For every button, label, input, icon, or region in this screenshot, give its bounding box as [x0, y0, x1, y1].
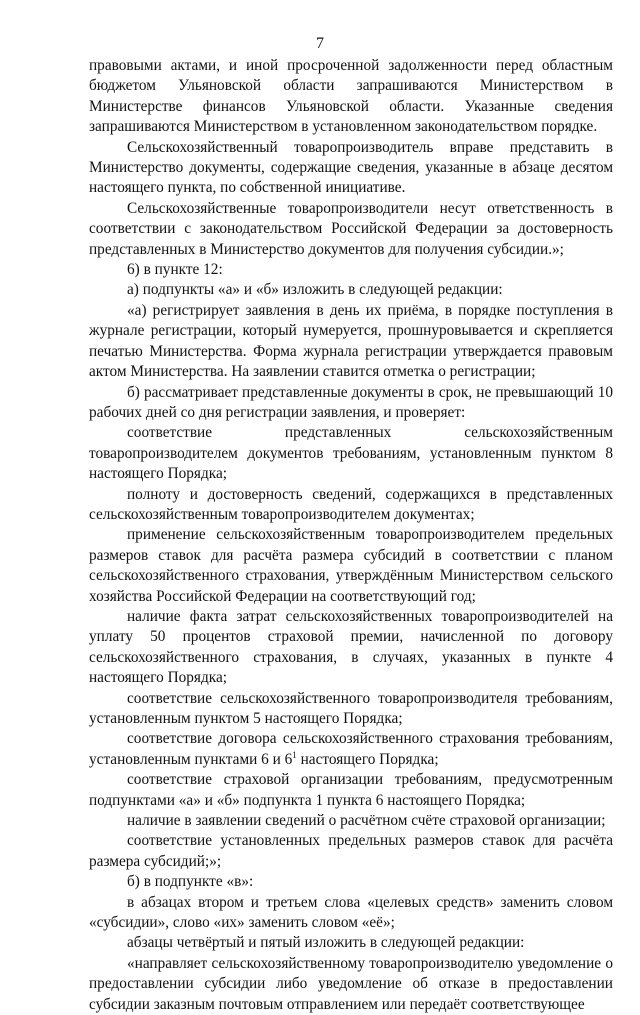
- paragraph-text: соответствие договора сельскохозяйственного страхования требованиям, установленным пунктами 6 и 6: [89, 730, 613, 768]
- paragraph-text: настоящего Порядка;: [296, 750, 439, 768]
- paragraph: Сельскохозяйственные товаропроизводители несут ответственность в соответствии с законодательством Российской Федерации за достоверность представленных в Министерство документов для получения субсидии.»;: [89, 199, 613, 258]
- paragraph: наличие в заявлении сведений о расчётном счёте страховой организации;: [127, 812, 606, 830]
- paragraph: а) подпункты «а» и «б» изложить в следующей редакции:: [127, 281, 503, 299]
- paragraph: соответствие сельскохозяйственного товаропроизводителя требованиям, установленным пунктом 5 настоящего Порядка;: [89, 689, 613, 727]
- superscript: 1: [292, 749, 297, 760]
- paragraph: применение сельскохозяйственным товаропроизводителем предельных размеров ставок для расчёта размера субсидий в соответствии с планом сельскохозяйственного страхования, утверждённым Министерством сельского хозяйства Российской Федерации на соответствующий год;: [89, 526, 613, 605]
- paragraph: б) в подпункте «в»:: [127, 873, 254, 891]
- paragraph: соответствие страховой организации требованиям, предусмотренным подпунктами «а» и «б» подпункта 1 пункта 6 настоящего Порядка;: [89, 771, 613, 809]
- paragraph: абзацы четвёртый и пятый изложить в следующей редакции:: [127, 934, 525, 952]
- paragraph: соответствие представленных сельскохозяйственным товаропроизводителем документов требованиям, установленным пунктом 8 настоящего Порядка;: [89, 424, 613, 483]
- paragraph: полноту и достоверность сведений, содержащихся в представленных сельскохозяйственным товаропроизводителем документах;: [89, 485, 613, 523]
- document-body: [89, 56, 613, 1015]
- paragraph: правовыми актами, и иной просроченной задолженности перед областным бюджетом Ульяновской области запрашиваются Министерством в Министерстве финансов Ульяновской области. Указанные сведения запрашиваются Министерством в установленном законодательством порядке.: [89, 57, 613, 136]
- paragraph: «направляет сельскохозяйственному товаропроизводителю уведомление о предоставлении субсидии либо уведомление об отказе в предоставлении субсидии заказным почтовым отправлением или передаёт соответствующее: [89, 954, 613, 1013]
- paragraph: б) рассматривает представленные документы в срок, не превышающий 10 рабочих дней со дня регистрации заявления, и проверяет:: [89, 383, 613, 421]
- paragraph: в абзацах втором и третьем слова «целевых средств» заменить словом «субсидии», слово «их» заменить словом «её»;: [89, 893, 613, 932]
- page-number: 7: [316, 35, 324, 52]
- paragraph: соответствие установленных предельных размеров ставок для расчёта размера субсидий;»;: [89, 832, 613, 870]
- paragraph-with-superscript: [89, 729, 613, 770]
- paragraph: Сельскохозяйственный товаропроизводитель вправе представить в Министерство документы, содержащие сведения, указанные в абзаце десятом настоящего пункта, по собственной инициативе.: [89, 138, 613, 197]
- paragraph: наличие факта затрат сельскохозяйственных товаропроизводителей на уплату 50 процентов страховой премии, начисленной по договору сельскохозяйственного страхования, в случаях, указанных в пункте 4 настоящего Порядка;: [89, 607, 613, 687]
- paragraph: 6) в пункте 12:: [127, 261, 223, 279]
- paragraph: «а) регистрирует заявления в день их приёма, в порядке поступления в журнале регистрации, который нумеруется, прошнуровывается и скрепляется печатью Министерства. Форма журнала регистрации утверждается правовым актом Министерства. На заявлении ставится отметка о регистрации;: [89, 301, 613, 381]
